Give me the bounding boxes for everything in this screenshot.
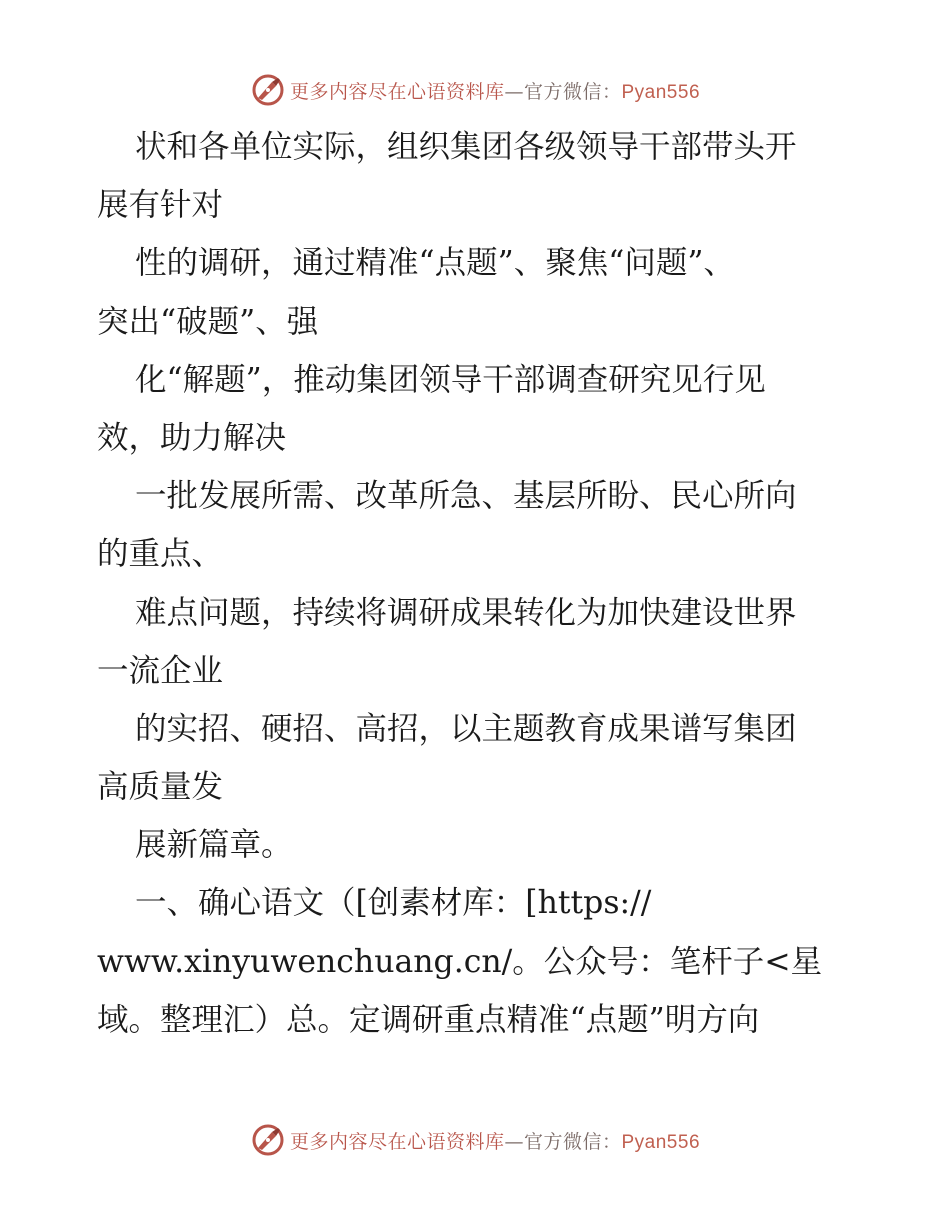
body-line: 高质量发 bbox=[97, 769, 224, 806]
body-line: 突出“破题”、强 bbox=[97, 303, 319, 340]
pen-nib-logo-icon bbox=[250, 72, 286, 108]
footer-banner-tail: —官方微信： bbox=[504, 1130, 622, 1153]
body-line: 难点问题，持续将调研成果转化为加快建设世界 bbox=[135, 594, 797, 631]
body-line: 一、确心语文（[创素材库：[https:// bbox=[135, 885, 652, 922]
body-line: 一流企业 bbox=[97, 652, 224, 689]
header-wechat-id: Pyan556 bbox=[621, 81, 701, 103]
body-line: 一批发展所需、改革所急、基层所盼、民心所向 bbox=[135, 478, 797, 515]
header-banner bbox=[0, 72, 950, 108]
body-line: www.xinyuwenchuang.cn/。公众号：笔杆子<星 bbox=[97, 943, 823, 980]
document-body bbox=[97, 118, 857, 1049]
body-line: 展有针对 bbox=[97, 187, 224, 224]
header-banner-main: 更多内容尽在心语资料库 bbox=[289, 80, 505, 103]
footer-banner-main: 更多内容尽在心语资料库 bbox=[289, 1130, 505, 1153]
body-line: 化“解题”，推动集团领导干部调查研究见行见 bbox=[135, 361, 766, 398]
header-banner-tail: —官方微信： bbox=[504, 80, 622, 103]
header-banner-text bbox=[290, 77, 700, 104]
body-line: 状和各单位实际，组织集团各级领导干部带头开 bbox=[135, 129, 797, 165]
body-line: 的重点、 bbox=[97, 536, 224, 573]
body-line: 性的调研，通过精准“点题”、聚焦“问题”、 bbox=[135, 245, 735, 282]
body-line: 域。整理汇）总。定调研重点精准“点题”明方向 bbox=[97, 1001, 760, 1038]
body-line: 展新篇章。 bbox=[135, 827, 293, 864]
footer-wechat-id: Pyan556 bbox=[621, 1131, 701, 1153]
body-line: 的实招、硬招、高招，以主题教育成果谱写集团 bbox=[135, 710, 797, 747]
body-line: 效，助力解决 bbox=[97, 419, 287, 456]
footer-banner bbox=[0, 1122, 950, 1158]
pen-nib-logo-icon bbox=[250, 1122, 286, 1158]
footer-banner-text bbox=[290, 1127, 700, 1154]
